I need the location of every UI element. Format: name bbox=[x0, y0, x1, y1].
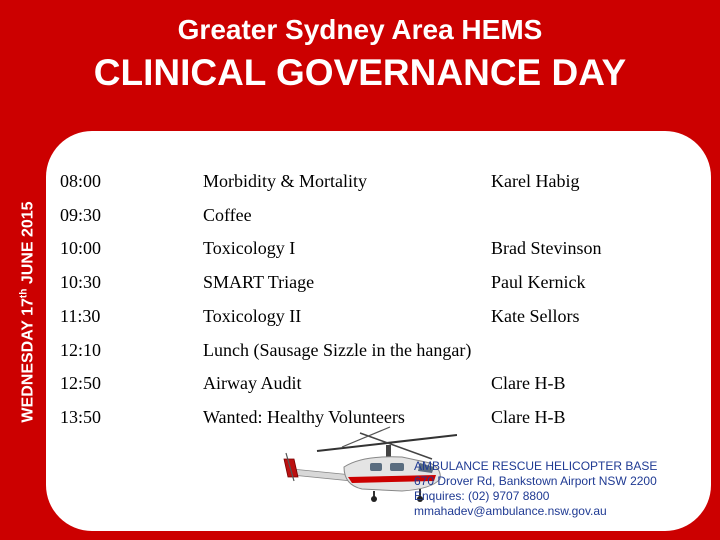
schedule-topic: Lunch (Sausage Sizzle in the hangar) bbox=[203, 340, 472, 360]
schedule-speaker: Karel Habig bbox=[491, 171, 580, 191]
schedule-speaker: Paul Kernick bbox=[491, 272, 586, 292]
schedule-topic: Airway Audit bbox=[203, 373, 302, 393]
event-subtitle: Greater Sydney Area HEMS bbox=[177, 14, 543, 45]
schedule-time: 08:00 bbox=[60, 171, 102, 191]
contact-name: AMBULANCE RESCUE HELICOPTER BASE bbox=[414, 459, 658, 473]
schedule-time: 13:50 bbox=[60, 407, 102, 427]
schedule-panel bbox=[46, 131, 711, 531]
event-title: CLINICAL GOVERNANCE DAY bbox=[93, 52, 627, 93]
schedule-time: 10:30 bbox=[60, 272, 102, 292]
schedule-time: 11:30 bbox=[60, 306, 101, 326]
schedule-speaker: Clare H-B bbox=[491, 407, 566, 427]
contact-email[interactable]: mmahadev@ambulance.nsw.gov.au bbox=[414, 504, 607, 518]
event-date-prefix: WEDNESDAY 17 bbox=[19, 298, 37, 423]
schedule-topic: Morbidity & Mortality bbox=[203, 171, 367, 191]
schedule-topic: SMART Triage bbox=[203, 272, 315, 292]
schedule-topic: Coffee bbox=[203, 205, 252, 225]
schedule-topic: Toxicology I bbox=[203, 238, 296, 258]
event-date bbox=[18, 201, 37, 422]
schedule-time: 12:50 bbox=[60, 373, 102, 393]
schedule-time: 12:10 bbox=[60, 340, 102, 360]
contact-address: 670 Drover Rd, Bankstown Airport NSW 2200 bbox=[414, 474, 657, 488]
contact-phone: Enquires: (02) 9707 8800 bbox=[414, 489, 550, 503]
event-date-rest: JUNE 2015 bbox=[19, 201, 37, 289]
schedule-speaker: Brad Stevinson bbox=[491, 238, 602, 258]
schedule-topic: Wanted: Healthy Volunteers bbox=[203, 407, 405, 427]
schedule-speaker: Kate Sellors bbox=[491, 306, 580, 326]
schedule-topic: Toxicology II bbox=[203, 306, 302, 326]
schedule-time: 10:00 bbox=[60, 238, 102, 258]
contact-block bbox=[414, 459, 657, 519]
event-date-suffix: th bbox=[18, 288, 30, 299]
schedule-speaker: Clare H-B bbox=[491, 373, 566, 393]
schedule-time: 09:30 bbox=[60, 205, 102, 225]
